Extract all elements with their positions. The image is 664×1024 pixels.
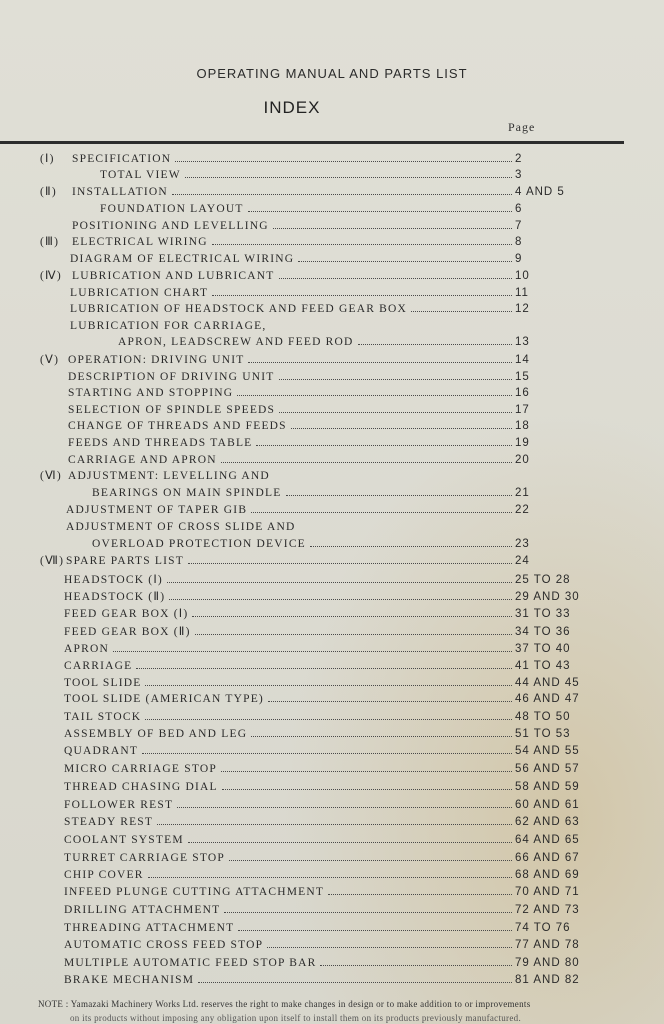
footer-note-continued: on its products without imposing any obligation upon itself to install them on its products previously manufactured. bbox=[70, 1013, 522, 1023]
entry-page-number: 4 AND 5 bbox=[515, 186, 565, 198]
index-entry bbox=[0, 369, 664, 385]
index-entry bbox=[0, 814, 664, 830]
index-entry bbox=[0, 691, 664, 707]
entry-page-number: 12 bbox=[515, 303, 530, 315]
entry-label: MULTIPLE AUTOMATIC FEED STOP BAR bbox=[64, 957, 317, 969]
dot-leader bbox=[145, 685, 512, 686]
entry-label: DESCRIPTION OF DRIVING UNIT bbox=[68, 371, 275, 383]
index-entry bbox=[0, 485, 664, 501]
entry-label: TURRET CARRIAGE STOP bbox=[64, 852, 225, 864]
index-entry bbox=[0, 536, 664, 552]
entry-page-number: 23 bbox=[515, 538, 530, 550]
dot-leader bbox=[237, 395, 512, 396]
dot-leader bbox=[185, 177, 512, 178]
entry-page-number: 56 AND 57 bbox=[515, 763, 580, 775]
dot-leader bbox=[273, 228, 512, 229]
index-entry bbox=[0, 972, 664, 988]
dot-leader bbox=[188, 842, 512, 843]
index-entry bbox=[0, 318, 664, 334]
entry-label: HEADSTOCK (Ⅱ) bbox=[64, 591, 166, 603]
entry-page-number: 16 bbox=[515, 387, 530, 399]
index-entry bbox=[0, 468, 664, 484]
entry-page-number: 46 AND 47 bbox=[515, 693, 580, 705]
dot-leader bbox=[279, 379, 512, 380]
dot-leader bbox=[248, 362, 512, 363]
entry-label: STARTING AND STOPPING bbox=[68, 387, 234, 399]
index-entry bbox=[0, 624, 664, 640]
index-entry bbox=[0, 268, 664, 284]
entry-page-number: 72 AND 73 bbox=[515, 904, 580, 916]
entry-label: FEED GEAR BOX (Ⅱ) bbox=[64, 626, 191, 638]
entry-page-number: 2 bbox=[515, 153, 523, 165]
section-number: (Ⅱ) bbox=[40, 186, 57, 198]
entry-label: CHIP COVER bbox=[64, 869, 144, 881]
entry-label: STEADY REST bbox=[64, 816, 154, 828]
index-entry bbox=[0, 884, 664, 900]
entry-page-number: 64 AND 65 bbox=[515, 834, 580, 846]
dot-leader bbox=[279, 278, 512, 279]
entry-label: SPARE PARTS LIST bbox=[66, 555, 185, 567]
entry-label: APRON bbox=[64, 643, 109, 655]
dot-leader bbox=[251, 512, 512, 513]
section-number: (Ⅶ) bbox=[40, 555, 65, 567]
index-entry bbox=[0, 218, 664, 234]
index-entry bbox=[0, 201, 664, 217]
entry-page-number: 48 TO 50 bbox=[515, 711, 571, 723]
dot-leader bbox=[224, 912, 512, 913]
dot-leader bbox=[251, 736, 512, 737]
entry-label: BEARINGS ON MAIN SPINDLE bbox=[92, 487, 282, 499]
index-entry bbox=[0, 402, 664, 418]
section-number: (Ⅲ) bbox=[40, 236, 60, 248]
entry-page-number: 8 bbox=[515, 236, 523, 248]
dot-leader bbox=[195, 634, 512, 635]
page-column-header: Page bbox=[508, 120, 536, 134]
dot-leader bbox=[136, 668, 512, 669]
entry-page-number: 22 bbox=[515, 504, 530, 516]
index-entry bbox=[0, 779, 664, 795]
entry-page-number: 70 AND 71 bbox=[515, 886, 580, 898]
index-entry bbox=[0, 385, 664, 401]
index-entry bbox=[0, 519, 664, 535]
dot-leader bbox=[279, 412, 512, 413]
index-entry bbox=[0, 832, 664, 848]
index-entry bbox=[0, 452, 664, 468]
entry-label: TAIL STOCK bbox=[64, 711, 142, 723]
entry-label: ADJUSTMENT: LEVELLING AND bbox=[68, 470, 270, 482]
entry-page-number: 20 bbox=[515, 454, 530, 466]
index-entry bbox=[0, 850, 664, 866]
entry-label: CARRIAGE bbox=[64, 660, 133, 672]
entry-page-number: 66 AND 67 bbox=[515, 852, 580, 864]
index-entry bbox=[0, 234, 664, 250]
entry-page-number: 77 AND 78 bbox=[515, 939, 580, 951]
entry-label: FOLLOWER REST bbox=[64, 799, 174, 811]
entry-page-number: 74 TO 76 bbox=[515, 922, 571, 934]
entry-page-number: 15 bbox=[515, 371, 530, 383]
index-entry bbox=[0, 726, 664, 742]
index-entry bbox=[0, 797, 664, 813]
entry-page-number: 58 AND 59 bbox=[515, 781, 580, 793]
manual-subtitle: OPERATING MANUAL AND PARTS LIST bbox=[196, 66, 468, 81]
entry-page-number: 79 AND 80 bbox=[515, 957, 580, 969]
dot-leader bbox=[310, 546, 512, 547]
dot-leader bbox=[113, 651, 512, 652]
dot-leader bbox=[320, 965, 512, 966]
entry-label: CHANGE OF THREADS AND FEEDS bbox=[68, 420, 287, 432]
dot-leader bbox=[268, 701, 512, 702]
entry-page-number: 24 bbox=[515, 555, 530, 567]
section-number: (Ⅵ) bbox=[40, 470, 62, 482]
entry-label: TOOL SLIDE (AMERICAN TYPE) bbox=[64, 693, 264, 705]
index-entry bbox=[0, 743, 664, 759]
index-entry bbox=[0, 352, 664, 368]
dot-leader bbox=[248, 211, 512, 212]
entry-label: FEED GEAR BOX (Ⅰ) bbox=[64, 608, 189, 620]
entry-label: LUBRICATION CHART bbox=[70, 287, 209, 299]
entry-label: ELECTRICAL WIRING bbox=[72, 236, 208, 248]
dot-leader bbox=[169, 599, 512, 600]
section-number: (Ⅳ) bbox=[40, 270, 62, 282]
index-entry bbox=[0, 301, 664, 317]
entry-label: FOUNDATION LAYOUT bbox=[100, 203, 244, 215]
index-entry bbox=[0, 435, 664, 451]
entry-label: MICRO CARRIAGE STOP bbox=[64, 763, 217, 775]
entry-page-number: 13 bbox=[515, 336, 530, 348]
entry-label: COOLANT SYSTEM bbox=[64, 834, 184, 846]
index-entry bbox=[0, 184, 664, 200]
entry-label: ADJUSTMENT OF CROSS SLIDE AND bbox=[66, 521, 296, 533]
index-entry bbox=[0, 572, 664, 588]
entry-page-number: 14 bbox=[515, 354, 530, 366]
index-entry bbox=[0, 418, 664, 434]
entry-page-number: 29 AND 30 bbox=[515, 591, 580, 603]
entry-page-number: 25 TO 28 bbox=[515, 574, 571, 586]
dot-leader bbox=[212, 244, 512, 245]
entry-label: LUBRICATION AND LUBRICANT bbox=[72, 270, 275, 282]
entry-page-number: 31 TO 33 bbox=[515, 608, 571, 620]
dot-leader bbox=[267, 947, 512, 948]
dot-leader bbox=[358, 344, 512, 345]
index-entry bbox=[0, 589, 664, 605]
dot-leader bbox=[212, 295, 512, 296]
entry-page-number: 7 bbox=[515, 220, 523, 232]
section-number: (Ⅰ) bbox=[40, 153, 55, 165]
index-entry bbox=[0, 502, 664, 518]
dot-leader bbox=[148, 877, 512, 878]
dot-leader bbox=[222, 789, 512, 790]
entry-page-number: 41 TO 43 bbox=[515, 660, 571, 672]
index-entry bbox=[0, 955, 664, 971]
entry-page-number: 11 bbox=[515, 287, 529, 299]
dot-leader bbox=[177, 807, 512, 808]
dot-leader bbox=[238, 930, 512, 931]
dot-leader bbox=[157, 824, 512, 825]
footer-note: NOTE : Yamazaki Machinery Works Ltd. reserves the right to make changes in design or to make addition to or improvements bbox=[38, 999, 531, 1009]
index-entry bbox=[0, 709, 664, 725]
dot-leader bbox=[172, 194, 512, 195]
dot-leader bbox=[229, 860, 512, 861]
entry-label: THREADING ATTACHMENT bbox=[64, 922, 235, 934]
entry-page-number: 37 TO 40 bbox=[515, 643, 571, 655]
dot-leader bbox=[198, 982, 512, 983]
dot-leader bbox=[411, 311, 512, 312]
index-entry bbox=[0, 658, 664, 674]
dot-leader bbox=[145, 719, 512, 720]
index-entry bbox=[0, 251, 664, 267]
dot-leader bbox=[221, 771, 512, 772]
entry-label: QUADRANT bbox=[64, 745, 139, 757]
dot-leader bbox=[221, 462, 512, 463]
index-entry bbox=[0, 151, 664, 167]
entry-page-number: 68 AND 69 bbox=[515, 869, 580, 881]
entry-label: CARRIAGE AND APRON bbox=[68, 454, 217, 466]
index-entry bbox=[0, 553, 664, 569]
entry-label: INFEED PLUNGE CUTTING ATTACHMENT bbox=[64, 886, 325, 898]
index-entry bbox=[0, 606, 664, 622]
entry-label: AUTOMATIC CROSS FEED STOP bbox=[64, 939, 264, 951]
dot-leader bbox=[328, 894, 512, 895]
entry-label: SPECIFICATION bbox=[72, 153, 172, 165]
entry-page-number: 81 AND 82 bbox=[515, 974, 580, 986]
dot-leader bbox=[256, 445, 512, 446]
index-entry bbox=[0, 675, 664, 691]
entry-page-number: 51 TO 53 bbox=[515, 728, 571, 740]
entry-page-number: 21 bbox=[515, 487, 530, 499]
index-entry bbox=[0, 937, 664, 953]
dot-leader bbox=[142, 753, 512, 754]
entry-label: BRAKE MECHANISM bbox=[64, 974, 195, 986]
entry-label: ASSEMBLY OF BED AND LEG bbox=[64, 728, 248, 740]
dot-leader bbox=[167, 582, 512, 583]
entry-page-number: 62 AND 63 bbox=[515, 816, 580, 828]
entry-page-number: 54 AND 55 bbox=[515, 745, 580, 757]
index-entry bbox=[0, 902, 664, 918]
entry-label: TOTAL VIEW bbox=[100, 169, 181, 181]
entry-label: THREAD CHASING DIAL bbox=[64, 781, 218, 793]
entry-page-number: 44 AND 45 bbox=[515, 677, 580, 689]
entry-label: INSTALLATION bbox=[72, 186, 168, 198]
index-entry bbox=[0, 285, 664, 301]
page-title: INDEX bbox=[263, 98, 321, 117]
entry-label: DRILLING ATTACHMENT bbox=[64, 904, 221, 916]
entry-page-number: 9 bbox=[515, 253, 523, 265]
entry-label: LUBRICATION FOR CARRIAGE, bbox=[70, 320, 267, 332]
dot-leader bbox=[175, 161, 512, 162]
index-entry bbox=[0, 167, 664, 183]
section-number: (Ⅴ) bbox=[40, 354, 60, 366]
entry-label: DIAGRAM OF ELECTRICAL WIRING bbox=[70, 253, 295, 265]
entry-label: OVERLOAD PROTECTION DEVICE bbox=[92, 538, 306, 550]
entry-label: LUBRICATION OF HEADSTOCK AND FEED GEAR BOX bbox=[70, 303, 408, 315]
entry-label: ADJUSTMENT OF TAPER GIB bbox=[66, 504, 248, 516]
dot-leader bbox=[291, 428, 512, 429]
entry-label: FEEDS AND THREADS TABLE bbox=[68, 437, 253, 449]
entry-page-number: 19 bbox=[515, 437, 530, 449]
index-entry bbox=[0, 867, 664, 883]
entry-page-number: 6 bbox=[515, 203, 523, 215]
entry-label: SELECTION OF SPINDLE SPEEDS bbox=[68, 404, 276, 416]
entry-label: TOOL SLIDE bbox=[64, 677, 142, 689]
entry-label: HEADSTOCK (Ⅰ) bbox=[64, 574, 163, 586]
index-entry bbox=[0, 920, 664, 936]
entry-page-number: 34 TO 36 bbox=[515, 626, 571, 638]
dot-leader bbox=[286, 495, 512, 496]
dot-leader bbox=[298, 261, 512, 262]
entry-label: APRON, LEADSCREW AND FEED ROD bbox=[118, 336, 354, 348]
index-entry bbox=[0, 761, 664, 777]
entry-page-number: 60 AND 61 bbox=[515, 799, 580, 811]
entry-page-number: 17 bbox=[515, 404, 530, 416]
dot-leader bbox=[188, 563, 512, 564]
index-entry bbox=[0, 641, 664, 657]
dot-leader bbox=[192, 616, 512, 617]
entry-page-number: 18 bbox=[515, 420, 530, 432]
index-entry bbox=[0, 334, 664, 350]
entry-page-number: 3 bbox=[515, 169, 523, 181]
entry-label: OPERATION: DRIVING UNIT bbox=[68, 354, 245, 366]
entry-label: POSITIONING AND LEVELLING bbox=[72, 220, 269, 232]
entry-page-number: 10 bbox=[515, 270, 530, 282]
